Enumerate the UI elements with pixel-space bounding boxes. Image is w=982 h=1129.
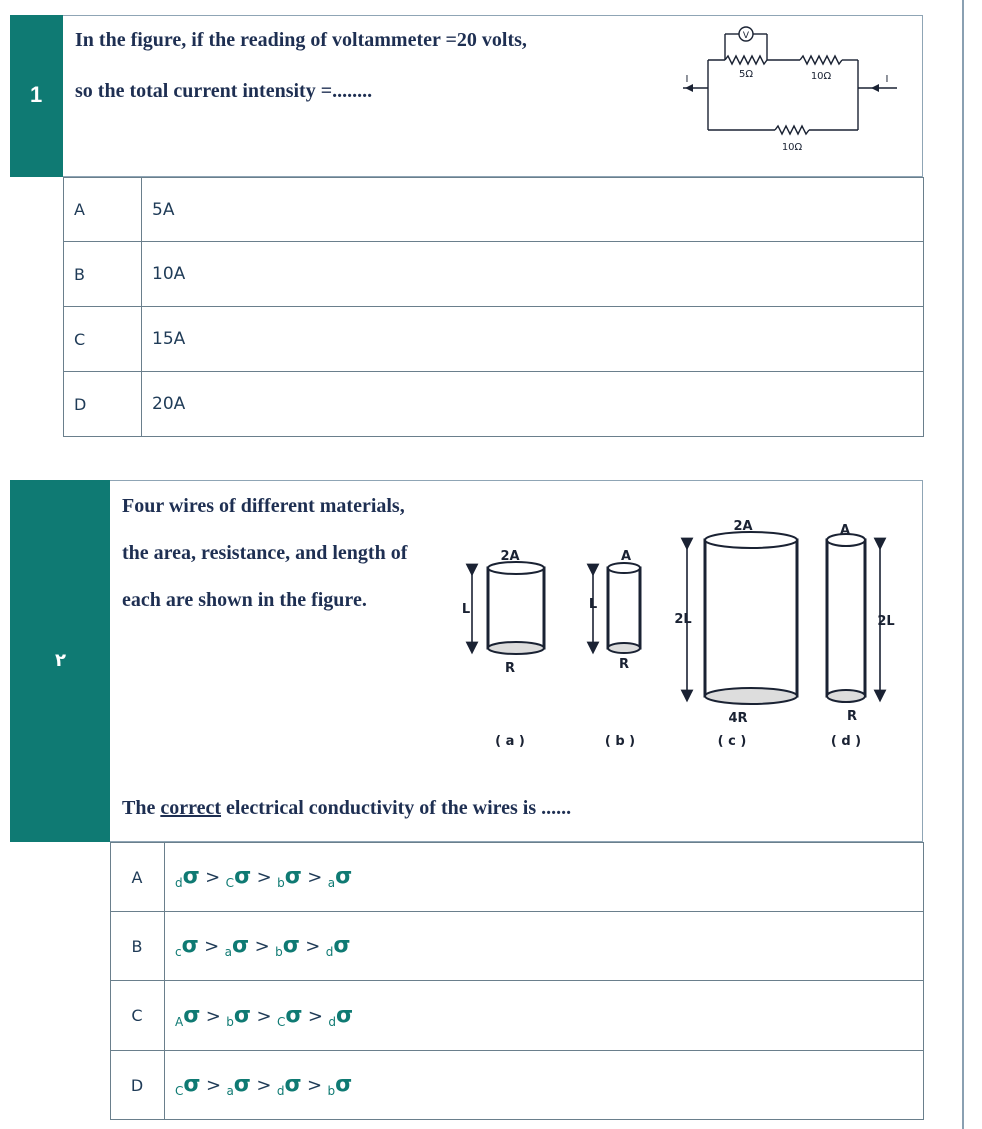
option-text: 5A xyxy=(142,178,924,242)
option-row[interactable] xyxy=(64,372,924,437)
sigma-subscript: c xyxy=(175,945,182,959)
circuit-diagram xyxy=(675,20,915,160)
question-1-number: 1 xyxy=(30,82,43,107)
sigma-symbol: σ xyxy=(183,1072,201,1097)
sigma-subscript: C xyxy=(225,876,235,890)
voltmeter-label: V xyxy=(742,31,750,41)
question-1-line-2: so the total current intensity =........ xyxy=(75,80,373,102)
option-expression xyxy=(165,1051,924,1120)
option-letter: C xyxy=(111,981,165,1051)
sigma-symbol: σ xyxy=(335,864,353,889)
wire-b-caption: ( b ) xyxy=(604,734,636,749)
question-2-suffix: electrical conductivity of the wires is ...... xyxy=(221,797,572,819)
sigma-symbol: σ xyxy=(336,1002,354,1028)
wire-d-caption: ( d ) xyxy=(830,734,862,749)
wire-d-area: A xyxy=(839,523,851,538)
page-edge-line xyxy=(962,0,964,1129)
greater-than: > xyxy=(305,936,321,957)
sigma-subscript: d xyxy=(276,1084,285,1098)
wire-c-length: 2L xyxy=(674,612,692,627)
greater-than: > xyxy=(256,1005,272,1027)
wire-a-resistance: R xyxy=(504,661,516,676)
question-2-number: ٢ xyxy=(55,650,66,671)
option-expression xyxy=(165,912,924,981)
resistor-1-label: 5Ω xyxy=(738,69,754,80)
sigma-symbol: σ xyxy=(282,933,300,958)
sigma-subscript: b xyxy=(327,1084,336,1098)
option-letter: A xyxy=(64,178,142,242)
sigma-symbol: σ xyxy=(233,1072,251,1097)
greater-than: > xyxy=(307,867,323,888)
sigma-subscript: d xyxy=(325,945,334,959)
greater-than: > xyxy=(205,1005,221,1027)
wire-d-resistance: R xyxy=(846,709,858,724)
option-letter: D xyxy=(64,372,142,437)
question-2-line-1: Four wires of different materials, xyxy=(122,495,405,517)
wire-b-length: L xyxy=(588,597,598,612)
sigma-subscript: b xyxy=(277,876,285,890)
option-text: 15A xyxy=(142,307,924,372)
question-1-options xyxy=(63,177,924,437)
wire-b-resistance: R xyxy=(618,657,630,672)
current-right-label: I xyxy=(885,74,889,85)
wire-b-area: A xyxy=(620,549,632,564)
sigma-subscript: a xyxy=(224,945,233,959)
greater-than: > xyxy=(205,1075,222,1096)
sigma-symbol: σ xyxy=(285,1002,303,1028)
option-text: 10A xyxy=(142,242,924,307)
greater-than: > xyxy=(307,1005,323,1027)
sigma-subscript: b xyxy=(226,1014,234,1029)
wires-diagram xyxy=(440,510,910,760)
sigma-subscript: C xyxy=(276,1014,286,1029)
greater-than: > xyxy=(204,936,220,957)
question-2-prefix: The xyxy=(122,797,161,819)
option-row[interactable] xyxy=(64,307,924,372)
option-row[interactable] xyxy=(111,843,924,912)
question-2-line-3: each are shown in the figure. xyxy=(122,589,367,611)
wire-c-resistance: 4R xyxy=(728,711,748,726)
wire-d-length: 2L xyxy=(877,614,895,629)
option-row[interactable] xyxy=(111,1051,924,1120)
greater-than: > xyxy=(256,867,272,888)
option-row[interactable] xyxy=(111,981,924,1051)
sigma-symbol: σ xyxy=(284,864,302,889)
sigma-symbol: σ xyxy=(181,933,199,958)
wire-a-length: L xyxy=(461,602,471,617)
option-row[interactable] xyxy=(64,178,924,242)
sigma-subscript: d xyxy=(175,876,183,890)
sigma-subscript: A xyxy=(175,1014,184,1029)
wire-c-area: 2A xyxy=(733,519,753,534)
option-letter: B xyxy=(111,912,165,981)
sigma-symbol: σ xyxy=(335,1072,353,1097)
sigma-symbol: σ xyxy=(333,933,351,958)
sigma-symbol: σ xyxy=(183,1002,201,1028)
sigma-subscript: C xyxy=(175,1084,184,1098)
greater-than: > xyxy=(307,1075,323,1096)
wire-a-caption: ( a ) xyxy=(495,734,525,749)
question-1-line-1: In the figure, if the reading of voltammeter =20 volts, xyxy=(75,29,527,51)
question-2-question xyxy=(122,797,571,820)
sigma-subscript: a xyxy=(226,1084,234,1098)
resistor-2-label: 10Ω xyxy=(810,71,832,82)
option-letter: C xyxy=(64,307,142,372)
resistor-3-label: 10Ω xyxy=(781,142,803,153)
option-text: 20A xyxy=(142,372,924,437)
option-expression xyxy=(165,981,924,1051)
wire-c-caption: ( c ) xyxy=(717,734,747,749)
sigma-symbol: σ xyxy=(182,864,200,889)
option-letter: D xyxy=(111,1051,165,1120)
wire-a-area: 2A xyxy=(500,549,520,564)
sigma-subscript: b xyxy=(275,945,283,959)
greater-than: > xyxy=(205,867,221,888)
question-2-underlined: correct xyxy=(160,797,222,819)
option-row[interactable] xyxy=(111,912,924,981)
greater-than: > xyxy=(254,936,270,957)
sigma-symbol: σ xyxy=(233,1002,252,1028)
option-letter: A xyxy=(111,843,165,912)
option-row[interactable] xyxy=(64,242,924,307)
sigma-symbol: σ xyxy=(284,1072,302,1097)
sigma-subscript: d xyxy=(328,1014,336,1029)
sigma-subscript: a xyxy=(327,876,336,890)
option-expression xyxy=(165,843,924,912)
question-2-options xyxy=(110,842,924,1120)
greater-than: > xyxy=(256,1075,272,1096)
current-left-label: I xyxy=(685,74,689,85)
option-letter: B xyxy=(64,242,142,307)
sigma-symbol: σ xyxy=(234,864,252,889)
question-2-line-2: the area, resistance, and length of xyxy=(122,542,408,564)
sigma-symbol: σ xyxy=(232,933,250,958)
